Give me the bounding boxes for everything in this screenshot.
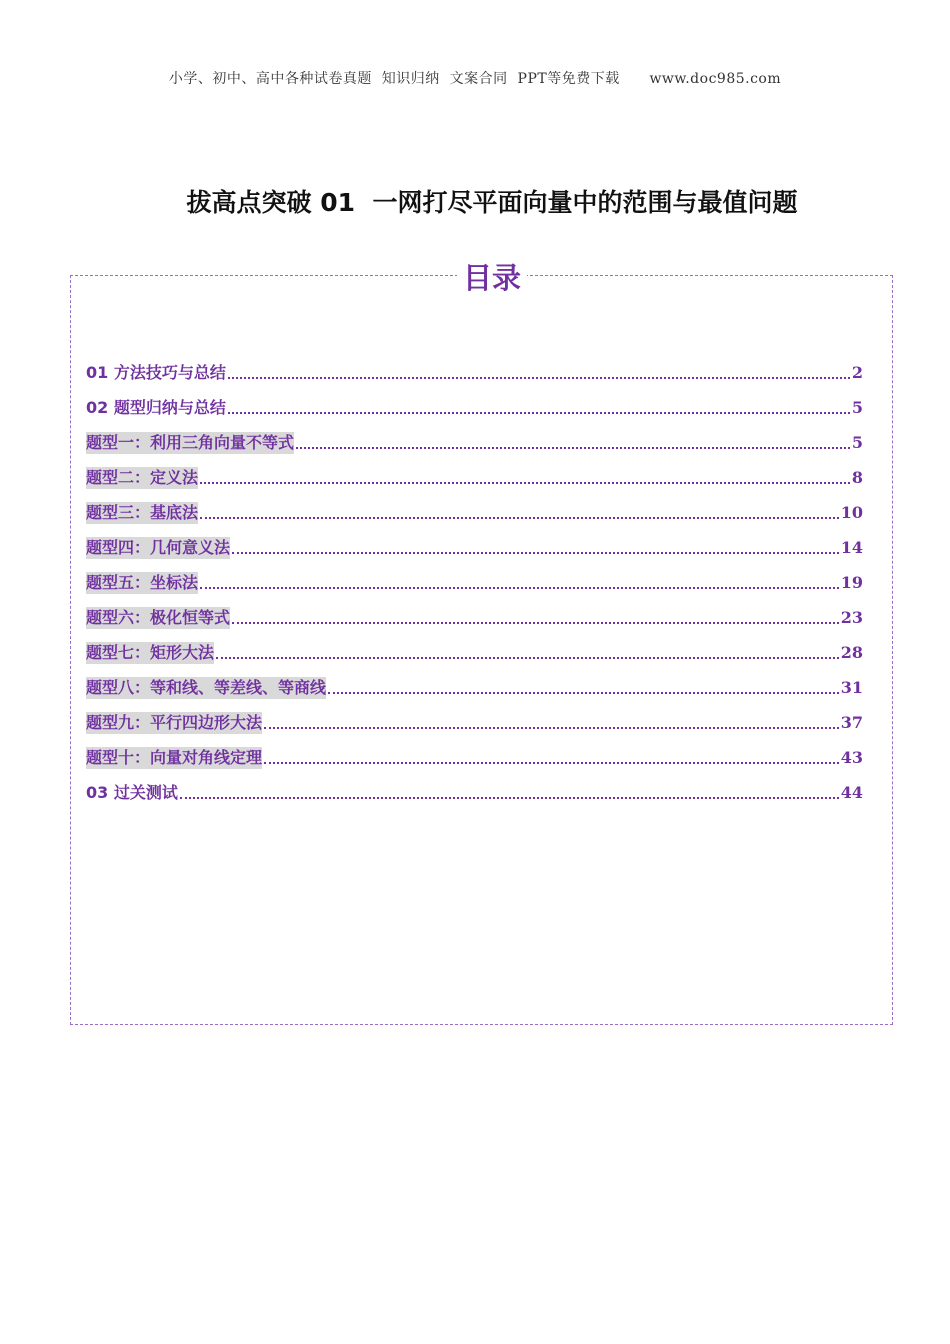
toc-entry-label[interactable]: 题型一：利用三角向量不等式 — [86, 433, 295, 452]
toc-entry-label[interactable]: 题型二：定义法 — [86, 468, 199, 487]
toc-leader-dots — [200, 517, 839, 519]
toc-entry-label[interactable]: 03 过关测试 — [86, 783, 178, 802]
toc-leader-dots — [200, 587, 839, 589]
toc-heading-text: 目录 — [457, 261, 527, 295]
toc-entry-page[interactable]: 31 — [840, 678, 863, 697]
toc-entry-label[interactable]: 题型五：坐标法 — [86, 573, 199, 592]
toc-leader-dots — [228, 412, 850, 414]
toc-heading — [0, 256, 950, 297]
toc-entry-page[interactable]: 37 — [840, 713, 863, 732]
toc-entry-type-5[interactable] — [86, 559, 863, 594]
toc-entry-page[interactable]: 28 — [840, 643, 863, 662]
toc-leader-dots — [328, 692, 839, 694]
toc-entry-label[interactable]: 02 题型归纳与总结 — [86, 398, 226, 417]
toc-entry-type-6[interactable] — [86, 594, 863, 629]
toc-entry-page[interactable]: 14 — [840, 538, 863, 557]
toc-entry-page[interactable]: 23 — [840, 608, 863, 627]
toc-entry-type-7[interactable] — [86, 629, 863, 664]
toc-entry-type-8[interactable] — [86, 664, 863, 699]
toc-entry-type-1[interactable] — [86, 419, 863, 454]
toc-leader-dots — [264, 762, 839, 764]
toc-entry-label[interactable]: 题型八：等和线、等差线、等商线 — [86, 678, 327, 697]
toc-entry-label[interactable]: 题型十：向量对角线定理 — [86, 748, 263, 767]
toc-leader-dots — [216, 657, 839, 659]
toc-entry-page[interactable]: 10 — [840, 503, 863, 522]
toc-entry-page[interactable]: 8 — [851, 468, 863, 487]
toc-entry-03[interactable] — [86, 769, 863, 804]
toc-entry-label[interactable]: 题型四：几何意义法 — [86, 538, 231, 557]
toc-entry-type-2[interactable] — [86, 454, 863, 489]
toc-entry-page[interactable]: 43 — [840, 748, 863, 767]
toc-entry-page[interactable]: 5 — [851, 398, 863, 417]
toc-entry-type-3[interactable] — [86, 489, 863, 524]
document-title: 拔高点突破 01 一网打尽平面向量中的范围与最值问题 — [186, 188, 798, 217]
toc-leader-dots — [232, 622, 839, 624]
toc-leader-dots — [180, 797, 839, 799]
toc-leader-dots — [296, 447, 850, 449]
toc-entry-type-4[interactable] — [86, 524, 863, 559]
toc-entry-page[interactable]: 44 — [840, 783, 863, 802]
toc-entry-label[interactable]: 题型六：极化恒等式 — [86, 608, 231, 627]
toc-entry-label[interactable]: 题型三：基底法 — [86, 503, 199, 522]
toc-entry-01[interactable] — [86, 349, 863, 384]
toc-leader-dots — [200, 482, 850, 484]
toc-entry-page[interactable]: 5 — [851, 433, 863, 452]
toc-entry-page[interactable]: 2 — [851, 363, 863, 382]
toc-entry-label[interactable]: 题型九：平行四边形大法 — [86, 713, 263, 732]
toc-entry-label[interactable]: 题型七：矩形大法 — [86, 643, 215, 662]
toc-entry-02[interactable] — [86, 384, 863, 419]
toc-entry-type-9[interactable] — [86, 699, 863, 734]
toc-leader-dots — [264, 727, 839, 729]
toc-entry-label[interactable]: 01 方法技巧与总结 — [86, 363, 226, 382]
toc-leader-dots — [228, 377, 850, 379]
page-header: 小学、初中、高中各种试卷真题 知识归纳 文案合同 PPT等免费下载 www.doc985.com — [168, 71, 782, 87]
toc-entry-page[interactable]: 19 — [840, 573, 863, 592]
toc-list — [86, 349, 863, 804]
toc-leader-dots — [232, 552, 839, 554]
toc-entry-type-10[interactable] — [86, 734, 863, 769]
